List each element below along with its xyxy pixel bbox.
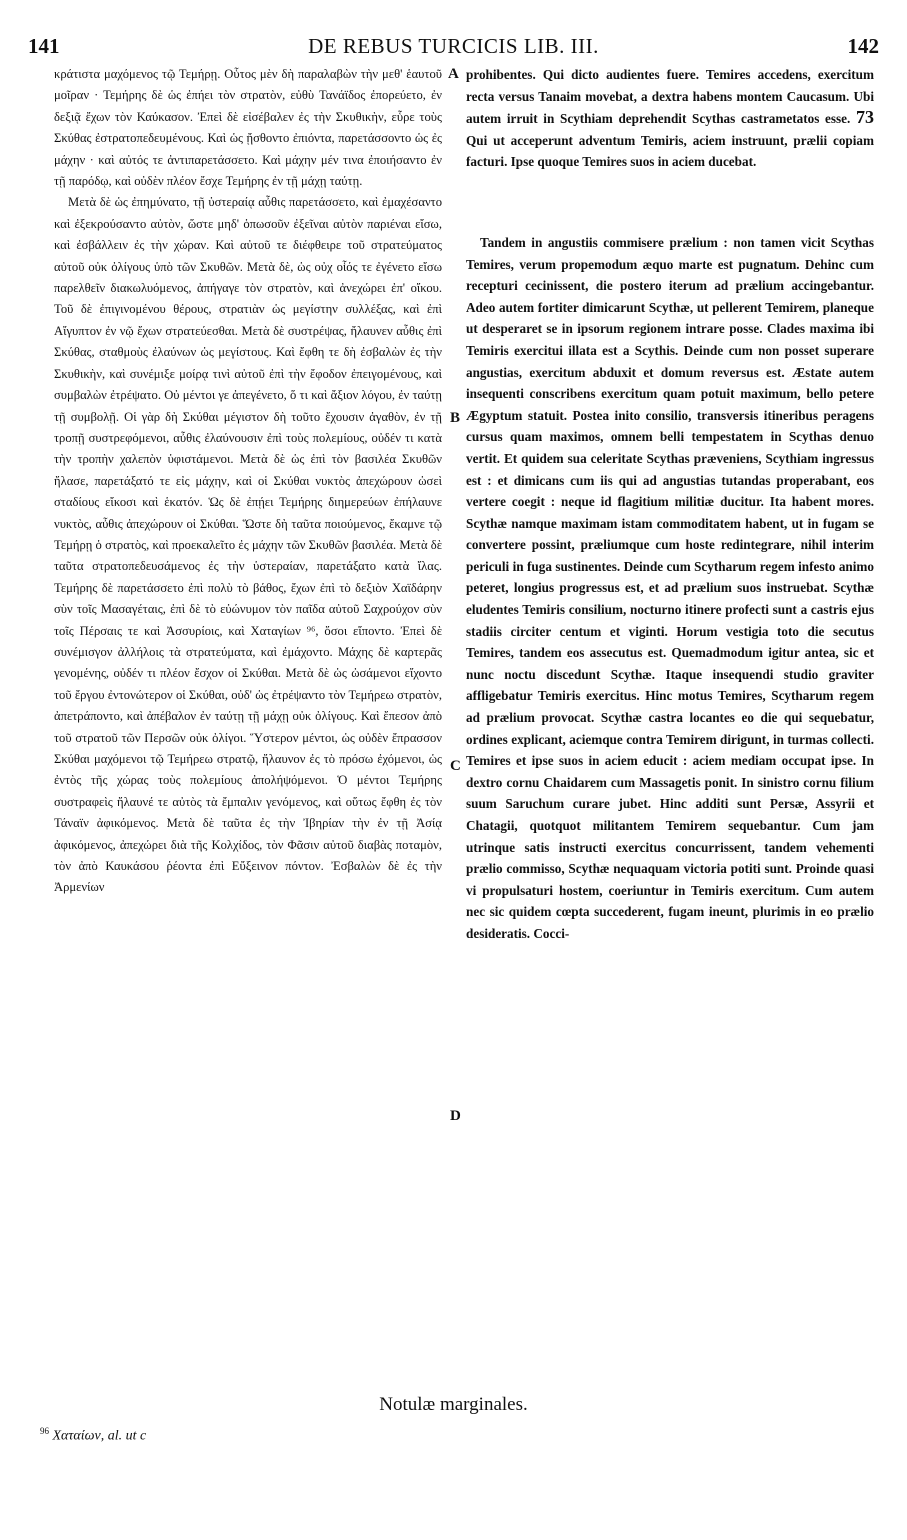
page-number-left: 141	[28, 34, 60, 58]
latin-paragraph-1-end: Qui ut acceperunt adventum Temiris, aciem instruunt, prælii copiam facturi. Ipse quoque Temires suos in aciem ducebat.	[466, 132, 874, 170]
greek-paragraph-2: Μετὰ δὲ ὡς ἐπημύνατο, τῇ ὑστεραίᾳ αὖθις παρετάσσετο, καὶ ἐμαχέσαντο καὶ ἐξεκρούσαντο αὐτὸν, ὥστε μηδ' ὁπωσοῦν ἐξεῖναι αὐτὸν παριέναι εἴσω, καὶ ἐσβάλλειν ἐς τὴν χώραν. Καὶ αὐτοῦ τε διέφθειρε τοῦ στρατεύματος αὐτοῦ οὐκ ὀλίγους ὑπὸ τῶν Σκυθῶν. Μετὰ δὲ, ὡς οὐχ οἷός τε ἐγένετο εἴσω παρελθεῖν διακωλυόμενος, ἀπήγαγε τὸν στρατὸν, καὶ ἀνεχώρει ἐπ' οἴκου. Τοῦ δὲ ἐπιγινομένου θέρους, στρατιὰν ὡς μεγίστην συλλέξας, καὶ ἐπὶ Αἴγυπτον ἐν νῷ ἔχων στρατεύεσθαι. Μετὰ δὲ συστρέψας, ἤλαυνεν αὖθις ἐπὶ Σκύθας, σταθμοὺς ἐλαύνων ὡς μεγίστους. Καὶ ἔφθη τε δὴ ἐσβαλὼν ἐς τὴν Σκυθικὴν, καὶ συνέμιξε μοίρᾳ τινὶ αὐτοῦ ἐπὶ τὴν ἔφοδον ἐπειγομένους, καὶ συμβαλὼν ἐτρέψατο. Οὐ μέντοι γε ἀπεγένετο, ὅ τι καὶ ἄξιον λόγου, ἐν ταύτῃ τῇ συμβολῇ. Οἱ γὰρ δὴ Σκύθαι μέγιστον δὴ τοῦτο ἔχουσιν ἀγαθὸν, ἐν τῇ τροπῇ συστρεφόμενοι, αὖθις ἐλαύνουσιν ἐπὶ τοὺς πολεμίους, οὐδέν τι κατὰ τὴν τροπὴν χαλεπὸν ὑφιστάμενοι. Μετὰ δὲ ὡς ἐπὶ τὸν βασιλέα Σκυθῶν ἤλασε, παρετάξατό τε εἰς μάχην, καὶ οἱ Σκύθαι νυκτὸς ἀπεχώρουν ὡσεὶ σταδίους εἴκοσι καὶ ἑκατόν. Ὡς δὲ ἐπῄει Τεμήρης διημερεύων ἐπήλαυνε νυκτὸς, αὖθις ἀπεχώρουν οἱ Σκύθαι. Ὥστε δὴ ταῦτα ποιούμενος, ἔκαμνε τῷ Τεμήρῃ ὁ στρατὸς, καὶ προεκαλεῖτο ἐς μάχην τῶν Σκυθῶν βασιλέα. Μετὰ δὲ ταῦτα στρατοπεδευσάμενος ἐς τὴν ὑστεραίαν, παρετάξατο κατὰ ἴλας. Τεμήρης δὲ παρετάσσετο ἐπὶ πολὺ τὸ βάθος, ἔχων ἐπὶ τὸ δεξιὸν Χαϊδάρην σὺν τοῖς Μασαγέταις, ἐπὶ δὲ τὸ εὐώνυμον τὸν παῖδα αὐτοῦ Σαχρούχον σὺν τοῖς Πέρσαις τε καὶ Ἀσσυρίοις, καὶ Χαταγίων ⁹⁶, ὅσοι εἵποντο. Ἐπεὶ δὲ συνέμισγον ἀλλήλοις τὰ στρατεύματα, καὶ ἐμάχοντο. Μάχης δὲ καρτερᾶς γενομένης, οὐδέν τι πλέον ἔσχον οἱ Σκύθαι. Μετὰ δὲ ὡς ὠσάμενοι εἴχοντο τοῦ ἔργου ἐντονώτερον οἱ Σκύθαι, οὐδ' ὡς ἐτρέψαντο τὸν Τεμήρεω στρατὸν, ἀπετράποντο, καὶ ἀπέβαλον ἐν ταύτῃ τῇ μάχῃ οὐκ ὀλίγους. Καὶ ἔπεσον ἀπὸ τοῦ στρατοῦ τῶν Περσῶν οὐκ ὀλίγοι. Ὕστερον μέντοι, ὡς οὐδὲν ἔπρασσον Σκύθαι μαχόμενοι τῷ Τεμήρεω στρατῷ, ἤλαυνον ἐς τὸ πρόσω ἐχόμενοι, ὡς ἐντὸς τῆς χώρας τοὺς πολεμίους ἀπολήψόμενοι. Ὁ μέντοι Τεμήρης συστραφεὶς ἤλαυνέ τε αὐτὸς τὰ ἔμπαλιν γενόμενος, καὶ οὕτως ἔφθη ἐς τὸν Τάναϊν ἀφικόμενος. Μετὰ δὲ ταῦτα ἐς τὴν Ἰβηρίαν τὴν ἐν τῇ Ἀσίᾳ ἀφικόμενος, ἀπεχώρει διὰ τῆς Κολχίδος, τὸν Φᾶσιν αὐτοῦ διαβὰς ποταμὸν, τὸν ἀπὸ Καυκάσου ῥέοντα ἐπὶ Εὔξεινον πόντον. Ἐσβαλὼν δὲ ἐς τὴν Ἀρμενίων	[54, 195, 442, 895]
latin-column	[466, 64, 874, 945]
section-number: 73	[856, 107, 874, 128]
margin-letter-b: B	[450, 410, 461, 426]
margin-letter-a: A	[448, 66, 459, 82]
running-title: DE REBUS TURCICIS LIB. III.	[308, 34, 599, 58]
latin-paragraph-2: Tandem in angustiis commisere prælium : non tamen vicit Scythas Temires, verum propemodum æquo marte est pugnatum. Dehinc cum recepturi cecinissent, die postero iterum ad prælium accingebantur. Adeo autem fortiter dimicarunt Scythæ, ut pellerent Temirem, planeque ut desperaret se in ipsorum regionem intrare posse. Clades maxima ibi Temiris exercitui illata est a Scythis. Deinde cum non posset superare angustias, exercitum abduxit et domum reversus est. Æstate autem insequenti conscribens exercitum quam potuit maximum, bello petere Ægyptum statuit. Postea inito consilio, transversis itineribus peragens cursus quam maximos, omnem belli tempestatem in Scythas denuo vertit. Et quidem sua celeritate Scythas præveniens, Scythiam ingressus est : et dimicans cum iis qui ad angustias tutandas properabant, eos vertere coegit : neque id flagitium militiæ ducitur. Ita habent mores. Scythæ namque maximam istam commoditatem habent, ut in fugam se convertere possint, præliumque cum hoste redintegrare, nihil interim periculi in fuga sustinentes. Deinde cum Scytharum regem infesto animo peteret, longius progressus est, et ad prælium suos instruebat. Scythæ eludentes Temiris consilium, nocturno itinere profecti sunt a castris ejus stadiis circiter centum et viginti. Horum vestigia toto die secutus Temires, tandem eos assecutus est. Quemadmodum igitur antea, sic et nunc noctu discedunt Scythæ. Itaque insequendi studio graviter affligebatur Temiris exercitus. Hinc motus Temires, Scytharum regem ad prælium provocat. Scythæ castra locantes eo die qui sequebatur, ordines explicant, aciemque contra Temirem dirigunt, in turmas collecti. Temires et ipse suos in aciem educit : aciem mediam occupat ipse. In dextro cornu Chaidarem cum Massagetis ponit. In sinistro cornu filium suum Saruchum curare jubet. Hinc additi sunt Persæ, Assyrii et Chatagii, quotquot militantem Temirem sequebantur. Cum jam utrinque satis instructi exercitus concurrissent, tandem vehementi prælio commisso, Scythæ nequaquam victoria potiti sunt. Proinde quasi vi propulsaturi hostem, coeriuntur in Temiris exercitum. Cum autem nec sic quidem cœpta succederent, fugam ineunt, plurimis in eo prælio desideratis. Cocci-	[466, 234, 874, 941]
footnote-number: 96	[40, 1426, 49, 1436]
margin-letter-d: D	[450, 1108, 461, 1124]
greek-paragraph-1: κράτιστα μαχόμενος τῷ Τεμήρῃ. Οὗτος μὲν δὴ παραλαβὼν τὴν μεθ' ἑαυτοῦ μοῖραν · Τεμήρης δὲ ὡς ἐπήει τὸν στρατὸν, εὐθὺ Τανάϊδος ἐπορεύετο, ἐν δεξιᾷ ἔχων τὸν Καύκασον. Ἐπεὶ δὲ εἰσέβαλεν ἐς τὴν Σκυθικὴν, εὗρε τοὺς Σκύθας ἐστρατοπεδευμένους. Καὶ ὡς ᾔσθοντο ἐπιόντα, παρετάσσοντο ὡς ἐς μάχην · καὶ αὐτός τε ἀντιπαρετάσσετο. Καὶ μάχην μέν τινα ἐποιήσαντο ἐν τῇ παρόδῳ, καὶ οὐδὲν πλέον ἔσχε Τεμήρης ἐν τῇ μάχῃ ταύτῃ.	[54, 67, 442, 189]
footnote-text: Χαταίων, al. ut c	[52, 1428, 147, 1444]
running-header	[28, 34, 879, 60]
margin-letter-c: C	[450, 758, 461, 774]
page-number-right: 142	[847, 34, 879, 58]
footnote	[40, 1426, 146, 1445]
latin-paragraph-1	[466, 64, 874, 173]
latin-paragraph-1-start: prohibentes. Qui dicto audientes fuere. Temires accedens, exercitum recta versus Tanaim movebat, a dextra habens montem Caucasum. Ubi autem irruit in Scythiam deprehendit Scythas castrametatos esse.	[466, 67, 874, 127]
notes-heading: Notulæ marginales.	[379, 1394, 528, 1415]
greek-column	[54, 64, 442, 899]
